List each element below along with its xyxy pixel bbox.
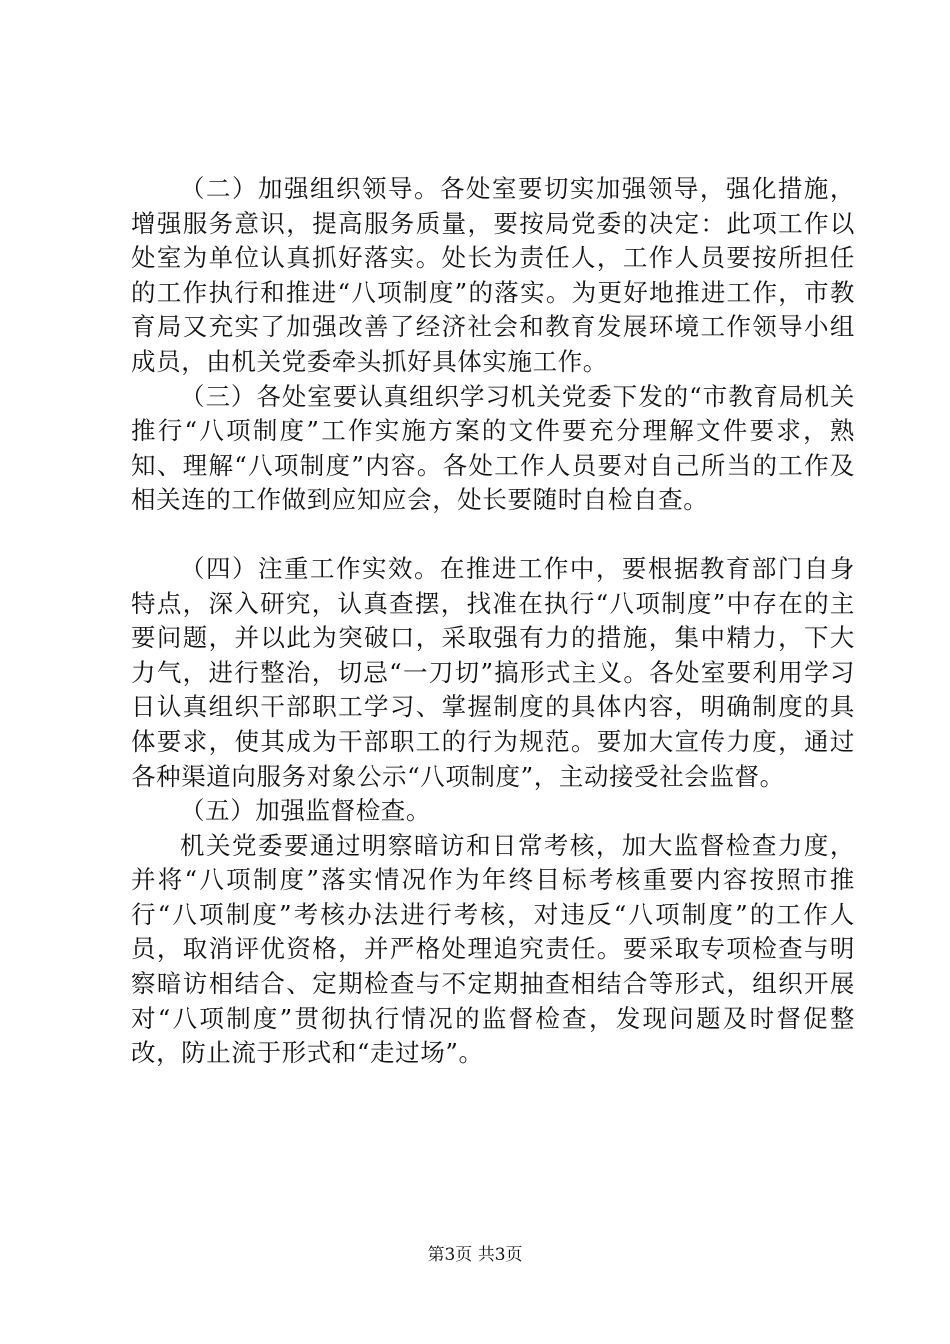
paragraph-spacer bbox=[131, 518, 855, 552]
paragraph-supervision-body: 机关党委要通过明察暗访和日常考核，加大监督检查力度，并将“八项制度”落实情况作为年终目标考核重要内容按照市推行“八项制度”考核办法进行考核，对违反“八项制度”的工作人员，取消评优资格，并严格处理追究责任。要采取专项检查与明察暗访相结合、定期检查与不定期抽查相结合等形式，组织开展对“八项制度”贯彻执行情况的监督检查，发现问题及时督促整改，防止流于形式和“走过场”。 bbox=[131, 830, 855, 1068]
paragraph-work-effectiveness: （四）注重工作实效。在推进工作中，要根据教育部门自身特点，深入研究，认真查摆，找准在执行“八项制度”中存在的主要问题，并以此为突破口，采取强有力的措施，集中精力，下大力气，进行整治，切忌“一刀切”搞形式主义。各处室要利用学习日认真组织干部职工学习、掌握制度的具体内容，明确制度的具体要求，使其成为干部职工的行为规范。要加大宣传力度，通过各种渠道向服务对象公示“八项制度”，主动接受社会监督。 bbox=[131, 553, 855, 791]
paragraph-supervision-heading: （五）加强监督检查。 bbox=[180, 796, 431, 826]
paragraph-study-documents: （三）各处室要认真组织学习机关党委下发的“市教育局机关推行“八项制度”工作实施方案的文件要充分理解文件要求，熟知、理解“八项制度”内容。各处工作人员要对自己所当的工作及相关连的工作做到应知应会，处长要随时自检自查。 bbox=[131, 381, 855, 515]
document-body bbox=[131, 172, 855, 1071]
paragraph-organization-leadership: （二）加强组织领导。各处室要切实加强领导，强化措施，增强服务意识，提高服务质量，要按局党委的决定：此项工作以处室为单位认真抓好落实。处长为责任人，工作人员要按所担任的工作执行和推进“八项制度”的落实。为更好地推进工作，市教育局又充实了加强改善了经济社会和教育发展环境工作领导小组成员，由机关党委牵头抓好具体实施工作。 bbox=[131, 174, 855, 376]
page-number-footer: 第3页 共3页 bbox=[427, 1245, 523, 1265]
